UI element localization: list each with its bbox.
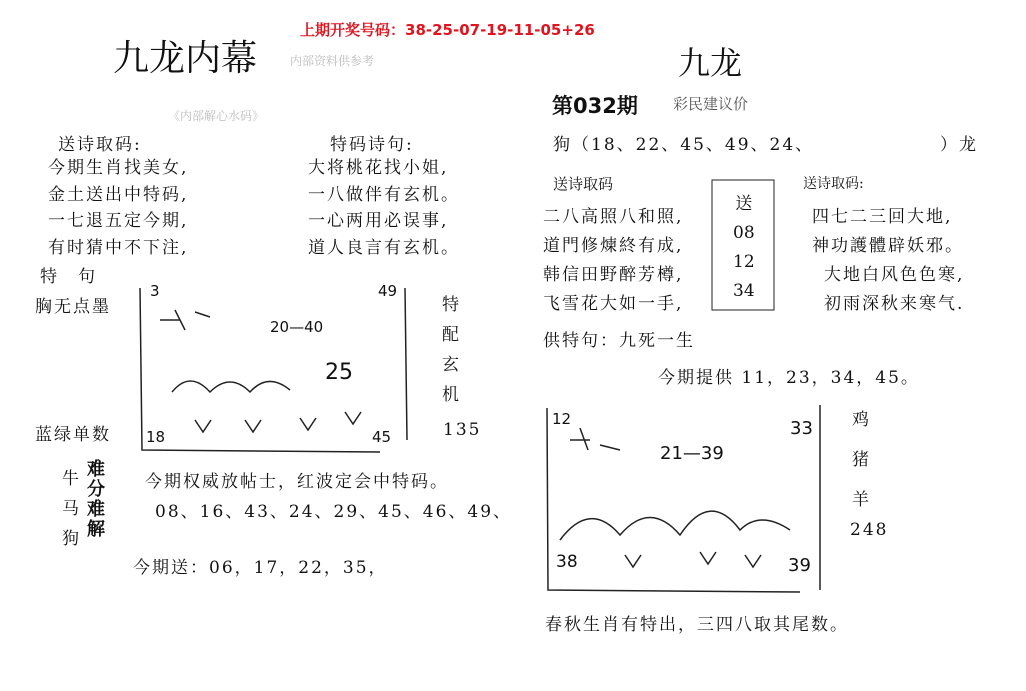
sketch-label: 21—39 [660, 443, 724, 464]
left-title-faded: 内部资料供参考 [290, 54, 375, 68]
poem-line: 飞雪花大如一手, [543, 294, 684, 314]
footer-line: 春秋生肖有特出，三四八取其尾数。 [545, 615, 849, 635]
clue-top: 胸无点墨 [35, 297, 111, 317]
side-char: 猪 [852, 450, 871, 470]
side-char: 羊 [852, 490, 871, 510]
poem-line: 神功護體辟妖邪。 [812, 236, 964, 256]
side-char: 鸡 [852, 410, 871, 430]
special-line: 供特句：九死一生 [543, 331, 695, 351]
poem-line: 有时猜中不下注, [48, 237, 189, 258]
side-char: 特 [442, 295, 461, 315]
right-poem2-heading: 送诗取码: [803, 176, 864, 192]
box-item: 34 [733, 281, 755, 301]
side-char: 配 [442, 325, 461, 345]
zodiac: 狗 [62, 529, 81, 549]
hard-label [87, 460, 105, 540]
left-sketch-sun [160, 310, 210, 330]
box-item: 12 [733, 252, 755, 272]
sketch-label: 49 [378, 282, 398, 300]
send-line: 今期送：06，17，22，35， [133, 558, 388, 578]
poem-line: 一七退五定今期, [48, 211, 189, 231]
right-box [733, 190, 755, 306]
right-side-number: 248 [850, 520, 889, 540]
poem-line: 道門修煉終有成, [543, 236, 684, 256]
sketch-label: 38 [556, 552, 578, 572]
dog-line: 狗（18、22、45、49、24、 [553, 135, 815, 155]
hard-char: 分 [87, 479, 105, 500]
side-char: 玄 [442, 355, 461, 375]
right-side-vertical [852, 400, 871, 520]
provide-line: 今期提供 11，23，34，45。 [658, 368, 920, 388]
right-sketch-hills [560, 511, 790, 540]
suggest-label: 彩民建议价 [673, 95, 749, 113]
left-sketch-right-line [405, 288, 407, 440]
right-sketch-arrows [625, 552, 761, 567]
left-subtitle: 《内部解心水码》 [168, 109, 265, 123]
zodiac-list [62, 464, 81, 554]
poem-line: 今期生肖找美女, [48, 158, 189, 178]
right-title: 九龙 [678, 44, 743, 82]
hard-char: 难 [87, 459, 105, 480]
poem-line: 一八做伴有玄机。 [308, 184, 460, 205]
poem2-heading: 特码诗句: [330, 135, 414, 155]
sketch-label: 45 [372, 428, 392, 446]
poem-line: 大地白风色色寒, [824, 265, 965, 285]
sketch-label: 25 [325, 360, 353, 385]
poem-line: 道人良言有玄机。 [308, 237, 460, 258]
issue-number: 第032期 [552, 94, 638, 118]
zodiac: 牛 [62, 469, 81, 489]
poem-line: 二八高照八和照, [543, 207, 684, 227]
side-char: 机 [442, 385, 461, 405]
clue-bottom: 蓝绿单数 [35, 425, 111, 445]
poem-line: 初雨深秋来寒气. [824, 294, 965, 314]
special-label: 特 句 [40, 267, 97, 287]
poem1-heading: 送诗取码: [58, 135, 142, 155]
right-poem1-heading: 送诗取码 [553, 175, 614, 193]
left-sketch-hills [172, 381, 290, 392]
sketch-label: 33 [790, 418, 813, 439]
sketch-label: 20—40 [270, 318, 324, 336]
tip-line: 今期权威放帖士，红波定会中特码。 [145, 472, 449, 492]
poem-line: 韩信田野醉芳樽, [543, 265, 684, 285]
poem-line: 四七二三回大地, [812, 207, 953, 227]
box-item: 08 [733, 223, 755, 243]
last-draw-banner: 上期开奖号码：38-25-07-19-11-05+26 [300, 21, 595, 39]
right-sketch-frame [547, 405, 820, 592]
dog-end: ）龙 [940, 135, 978, 155]
right-poem1 [543, 203, 683, 319]
poem-line: 大将桃花找小姐, [308, 158, 449, 178]
left-sketch-arrows [195, 412, 361, 432]
zodiac: 马 [62, 499, 81, 519]
hard-char: 解 [87, 519, 105, 540]
poem-line: 一心两用必误事, [308, 211, 449, 231]
box-item: 送 [735, 194, 753, 214]
right-poem2 [812, 203, 964, 319]
sketch-label: 12 [552, 410, 572, 428]
tip-numbers: 08、16、43、24、29、45、46、49、 [155, 502, 513, 522]
poem-line: 金土送出中特码, [48, 184, 189, 205]
right-sketch-sun [570, 428, 620, 450]
left-side-number: 135 [443, 420, 482, 440]
sketch-label: 39 [788, 555, 811, 576]
left-title: 九龙内幕 [113, 38, 258, 79]
hard-char: 难 [87, 499, 105, 520]
sketch-label: 18 [146, 428, 166, 446]
sketch-label: 3 [150, 282, 160, 300]
